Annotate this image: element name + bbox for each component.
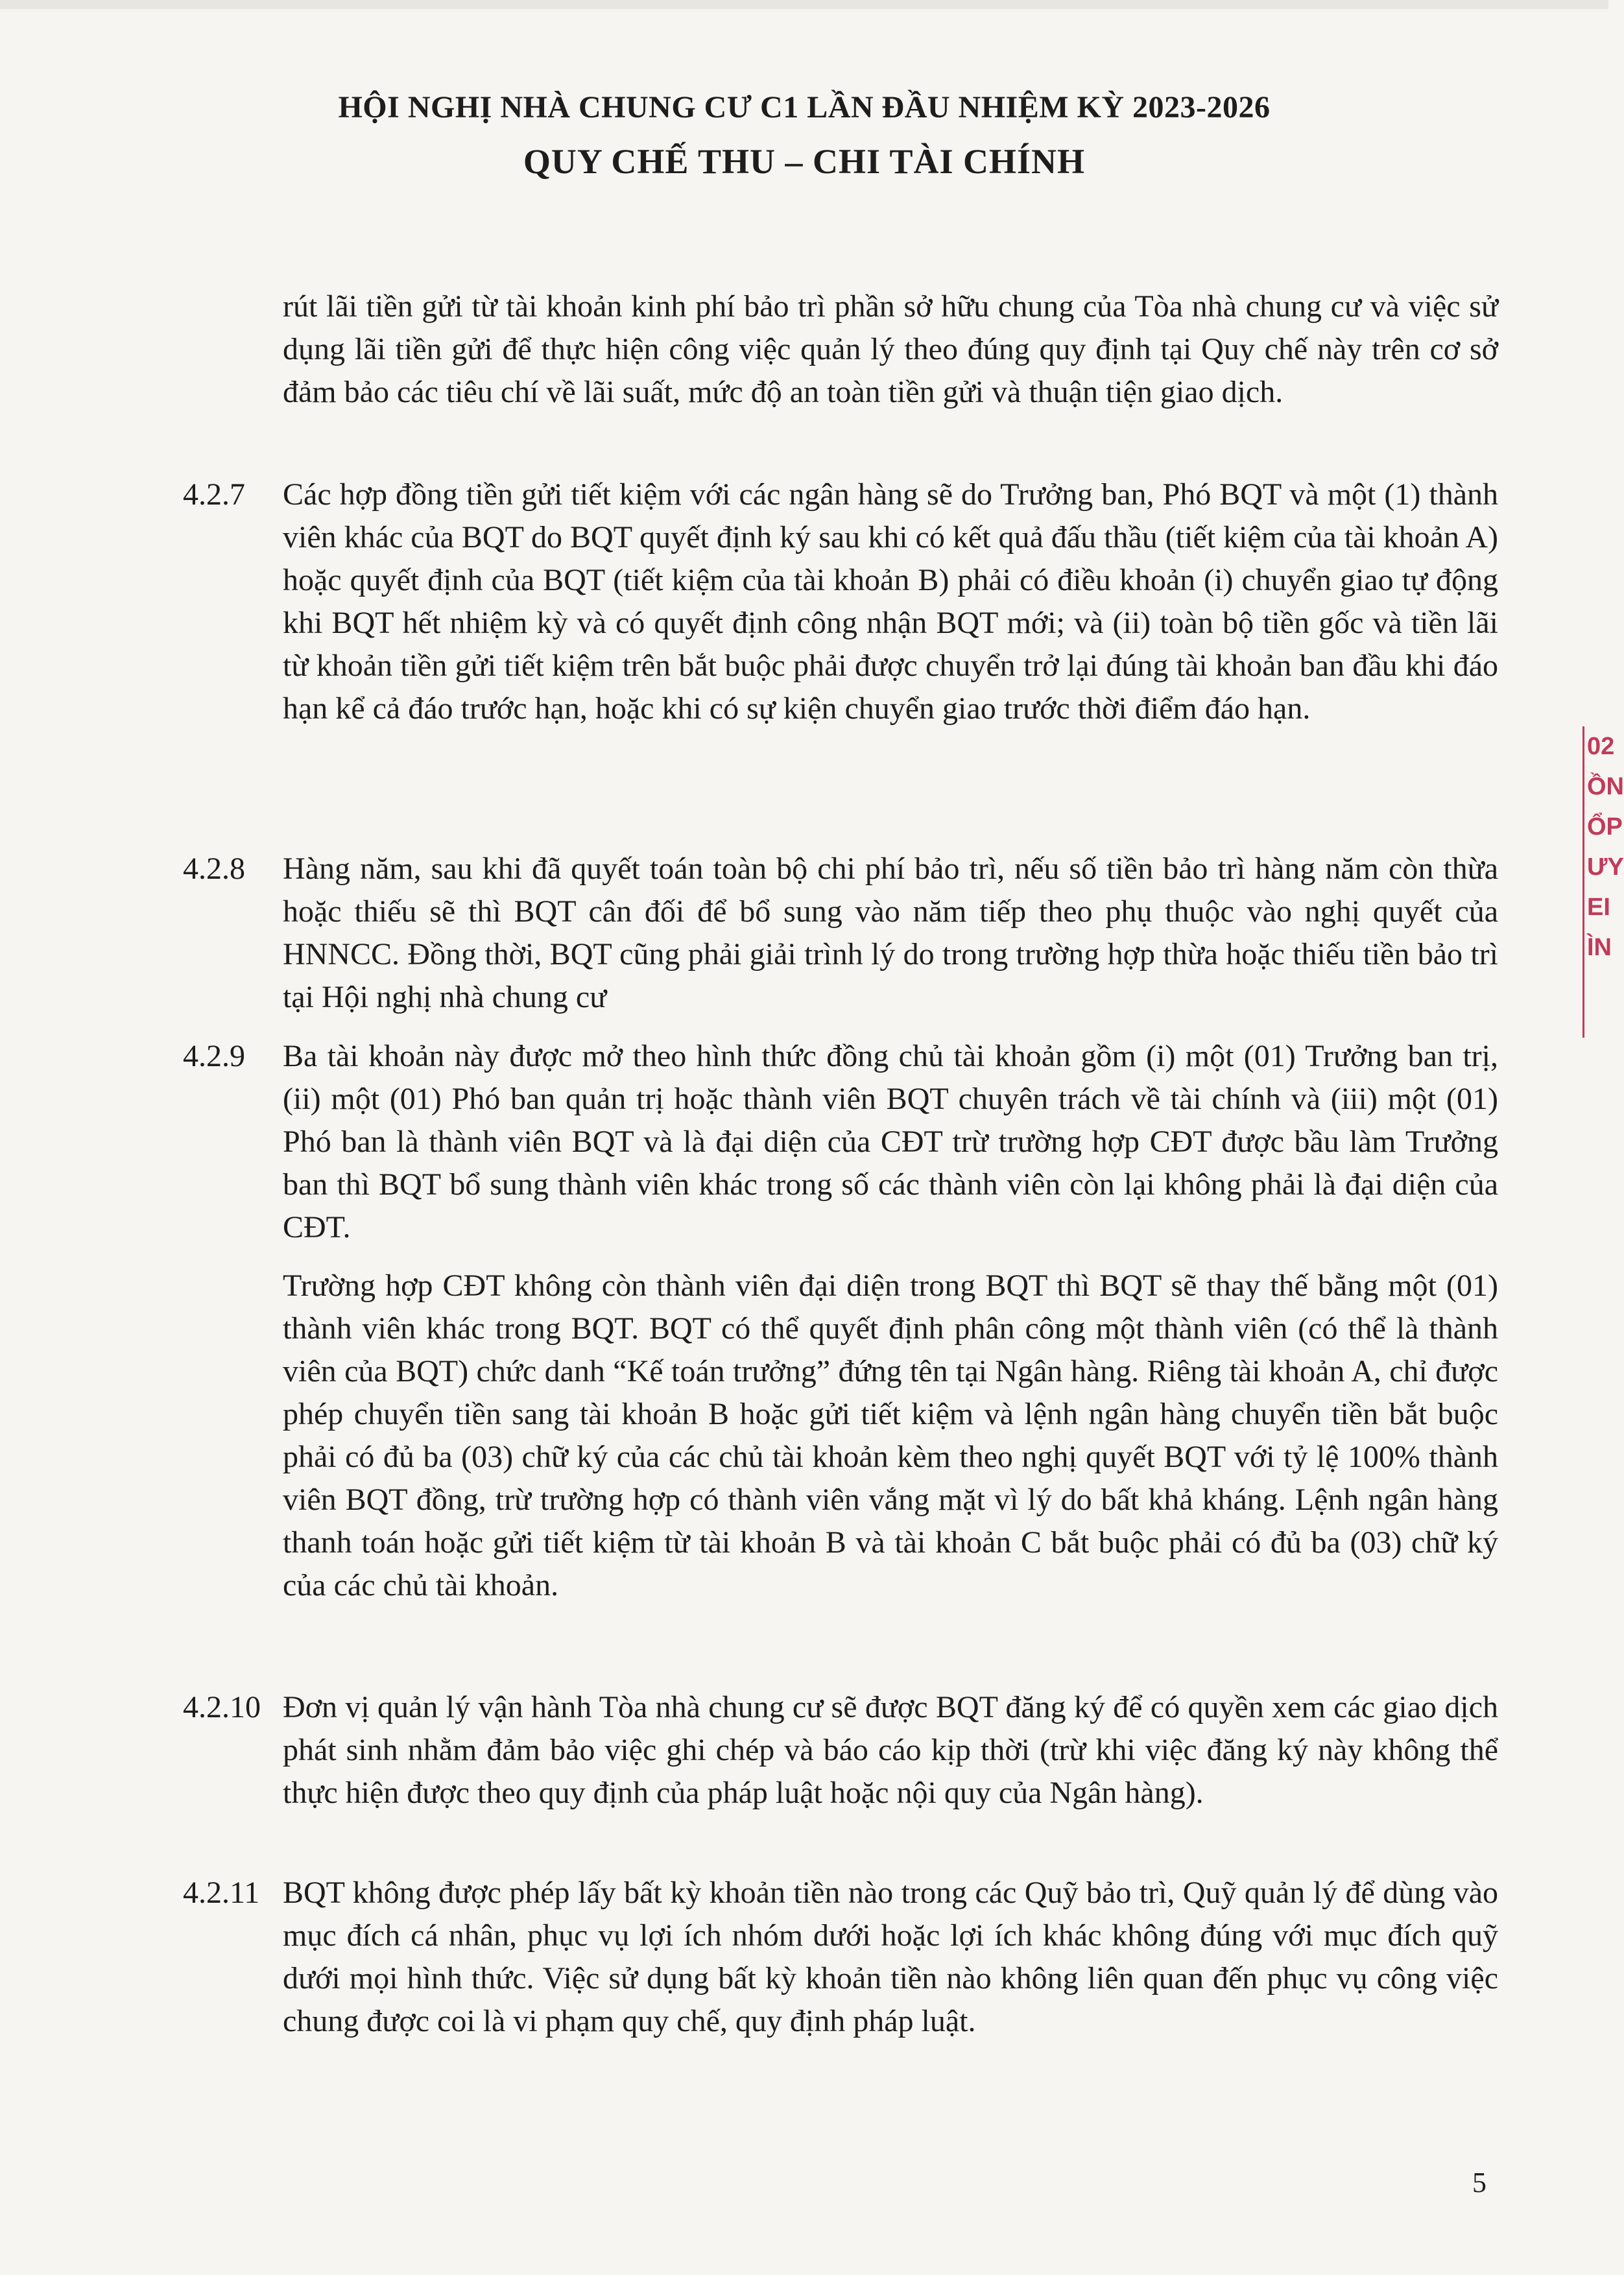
item-text: Hàng năm, sau khi đã quyết toán toàn bộ chi phí bảo trì, nếu số tiền bảo trì hàng năm còn thừa hoặc thiếu sẽ thì BQT cân đối để bổ sung vào năm tiếp theo phụ thuộc vào nghị quyết của HNNCC. Đồng thời, BQT cũng phải giải trình lý do trong trường hợp thừa hoặc thiếu tiền bảo trì tại Hội nghị nhà chung cư <box>283 852 1498 1014</box>
intro-paragraph: rút lãi tiền gửi từ tài khoản kinh phí bảo trì phần sở hữu chung của Tòa nhà chung cư và việc sử dụng lãi tiền gửi để thực hiện công việc quản lý theo đúng quy định tại Quy chế này trên cơ sở đảm bảo các tiêu chí về lãi suất, mức độ an toàn tiền gửi và thuận tiện giao dịch. <box>283 289 1498 409</box>
page-number: 5 <box>1472 2167 1487 2198</box>
stamp-fragment: 02 <box>1587 733 1615 760</box>
item-number: 4.2.10 <box>183 1690 261 1724</box>
item-text: Đơn vị quản lý vận hành Tòa nhà chung cư sẽ được BQT đăng ký để có quyền xem các giao dịch phát sinh nhằm đảm bảo việc ghi chép và báo cáo kịp thời (trừ khi việc đăng ký này không thể thực hiện được theo quy định của pháp luật hoặc nội quy của Ngân hàng). <box>283 1690 1498 1810</box>
stamp-fragment: ÌN <box>1587 934 1612 961</box>
item-number: 4.2.9 <box>183 1039 245 1073</box>
header-title: HỘI NGHỊ NHÀ CHUNG CƯ C1 LẦN ĐẦU NHIỆM KỲ 2023-2026 <box>338 90 1271 125</box>
header-subtitle: QUY CHẾ THU – CHI TÀI CHÍNH <box>523 142 1086 181</box>
scan-edge <box>0 0 1608 9</box>
item-text: BQT không được phép lấy bất kỳ khoản tiền nào trong các Quỹ bảo trì, Quỹ quản lý để dùng vào mục đích cá nhân, phục vụ lợi ích nhóm dưới hoặc lợi ích khác không đúng với mục đích quỹ dưới mọi hình thức. Việc sử dụng bất kỳ khoản tiền nào không liên quan đến phục vụ công việc chung được coi là vi phạm quy chế, quy định pháp luật. <box>283 1876 1498 2038</box>
stamp-fragment: EI <box>1587 894 1610 921</box>
paragraph-4-2-9-continued: Trường hợp CĐT không còn thành viên đại diện trong BQT thì BQT sẽ thay thế bằng một (01) thành viên khác trong BQT. BQT có thể quyết định phân công một thành viên (có thể là thành viên của BQT) chức danh “Kế toán trưởng” đứng tên tại Ngân hàng. Riêng tài khoản A, chỉ được phép chuyển tiền sang tài khoản B hoặc gửi tiết kiệm và lệnh ngân hàng chuyển tiền bắt buộc phải có đủ ba (03) chữ ký của các chủ tài khoản kèm theo nghị quyết BQT với tỷ lệ 100% thành viên BQT đồng, trừ trường hợp có thành viên vắng mặt vì lý do bất khả kháng. Lệnh ngân hàng thanh toán hoặc gửi tiết kiệm từ tài khoản B và tài khoản C bắt buộc phải có đủ ba (03) chữ ký của các chủ tài khoản. <box>283 1269 1498 1602</box>
item-text: Các hợp đồng tiền gửi tiết kiệm với các ngân hàng sẽ do Trưởng ban, Phó BQT và một (1) thành viên khác của BQT do BQT quyết định ký sau khi có kết quả đấu thầu (tiết kiệm của tài khoản A) hoặc quyết định của BQT (tiết kiệm của tài khoản B) phải có điều khoản (i) chuyển giao tự động khi BQT hết nhiệm kỳ và có quyết định công nhận BQT mới; và (ii) toàn bộ tiền gốc và tiền lãi từ khoản tiền gửi tiết kiệm trên bắt buộc phải được chuyển trở lại đúng tài khoản ban đầu khi đáo hạn kể cả đáo trước hạn, hoặc khi có sự kiện chuyển giao trước thời điểm đáo hạn. <box>283 477 1498 726</box>
item-text: Ba tài khoản này được mở theo hình thức đồng chủ tài khoản gồm (i) một (01) Trưởng ban trị, (ii) một (01) Phó ban quản trị hoặc thành viên BQT chuyên trách về tài chính và (iii) một (01) Phó ban là thành viên BQT và là đại diện của CĐT trừ trường hợp CĐT được bầu làm Trưởng ban thì BQT bổ sung thành viên khác trong số các thành viên còn lại không phải là đại diện của CĐT. <box>283 1039 1498 1245</box>
stamp-fragment: ƯY <box>1587 853 1624 881</box>
margin-stamp <box>1582 726 1624 1038</box>
item-number: 4.2.8 <box>183 852 245 886</box>
item-number: 4.2.7 <box>183 477 245 512</box>
item-number: 4.2.11 <box>183 1876 260 1910</box>
stamp-fragment: ỔP <box>1587 813 1623 840</box>
stamp-fragment: ỒN <box>1587 773 1624 800</box>
